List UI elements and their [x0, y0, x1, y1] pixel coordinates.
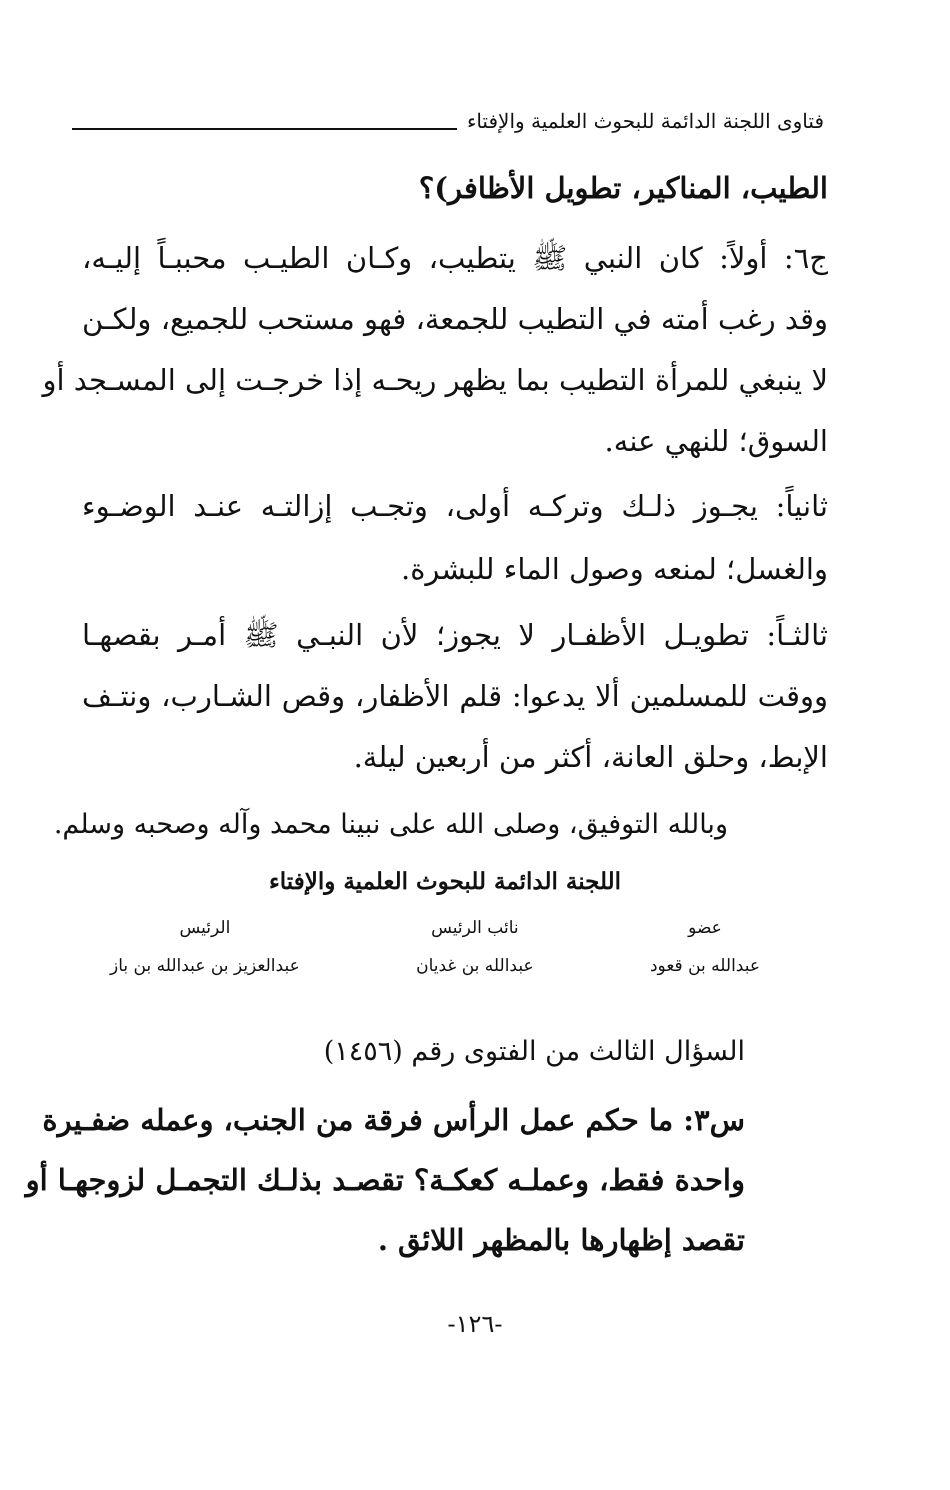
signer-role: نائب الرئيس	[431, 918, 519, 938]
answer-line-8: ووقت للمسلمين ألا يدعوا: قلم الأظفار، وقص الشـارب، ونتـف	[82, 679, 828, 713]
answer-line-6: والغسل؛ لمنعه وصول الماء للبشرة.	[401, 552, 828, 586]
signers-row	[110, 918, 760, 998]
answer-line-5: ثانياً: يجـوز ذلـك وتركـه أولى، وتجـب إزالتـه عنـد الوضـوء	[82, 489, 828, 523]
signer-name: عبدالله بن غديان	[416, 956, 534, 976]
header-rule	[72, 128, 457, 130]
header-title: فتاوى اللجنة الدائمة للبحوث العلمية والإفتاء	[466, 109, 824, 133]
signer-role: الرئيس	[179, 918, 231, 938]
answer-line-4: السوق؛ للنهي عنه.	[604, 424, 828, 458]
fatwa-heading: السؤال الثالث من الفتوى رقم (١٤٥٦)	[323, 1036, 745, 1067]
page-number: -١٢٦-	[447, 1310, 503, 1338]
running-header	[72, 104, 824, 138]
answer-line-9: الإبط، وحلق العانة، أكثر من أربعين ليلة.	[353, 740, 828, 774]
signer-president	[110, 918, 300, 998]
question-tail: الطيب، المناكير، تطويل الأظافر)؟	[418, 171, 828, 205]
signer-role: عضو	[688, 918, 722, 938]
committee-name: اللجنة الدائمة للبحوث العلمية والإفتاء	[268, 868, 622, 895]
answer-line-2: وقد رغب أمته في التطيب للجمعة، فهو مستحب للجميع، ولكـن	[82, 302, 828, 336]
signer-name: عبدالله بن قعود	[649, 956, 760, 976]
answer-line-1: ج٦: أولاً: كان النبي ﷺ يتطيب، وكـان الطيـب محببـاً إليـه،	[82, 241, 828, 275]
signer-member	[650, 918, 760, 998]
signer-deputy	[416, 918, 534, 998]
answer-line-7: ثالثـاً: تطويـل الأظفـار لا يجوز؛ لأن النبـي ﷺ أمـر بقصهـا	[82, 618, 828, 652]
question-line-1: س٣: ما حكم عمل الرأس فرقة من الجنب، وعمله ضفـيرة	[42, 1103, 745, 1137]
signer-name: عبدالعزيز بن عبدالله بن باز	[110, 956, 300, 976]
question-line-3: تقصد إظهارها بالمظهر اللائق .	[377, 1223, 745, 1257]
question-line-2: واحدة فقط، وعملـه كعكـة؟ تقصـد بذلـك التجمـل لزوجهـا أو	[25, 1163, 745, 1197]
answer-line-3: لا ينبغي للمرأة التطيب بما يظهر ريحـه إذا خرجـت إلى المسـجد أو	[42, 363, 828, 397]
closing-line: وبالله التوفيق، وصلى الله على نبينا محمد وآله وصحبه وسلم.	[53, 809, 728, 840]
